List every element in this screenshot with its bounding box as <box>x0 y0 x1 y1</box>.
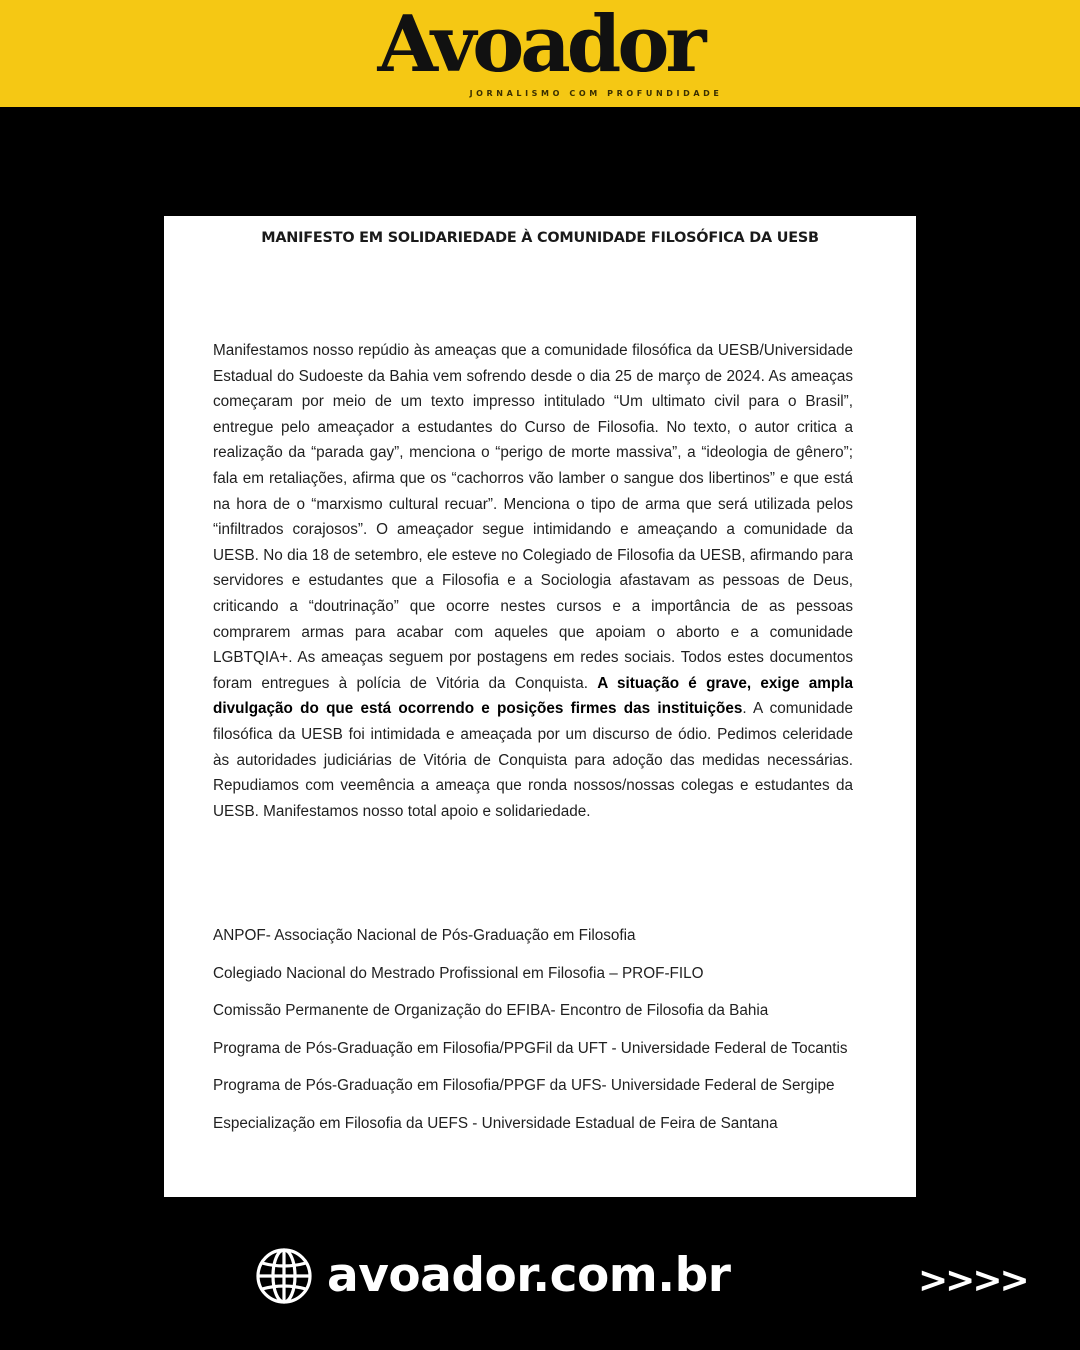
signatory-item: Programa de Pós-Graduação em Filosofia/PPGF da UFS- Universidade Federal de Sergipe <box>213 1077 835 1095</box>
document-body <box>213 338 853 824</box>
next-slide-indicator[interactable]: >>>> <box>918 1260 1027 1301</box>
signatory-item: ANPOF- Associação Nacional de Pós-Graduação em Filosofia <box>213 927 636 944</box>
signatories-list <box>213 923 858 1149</box>
body-text-bold: A situação é grave, exige ampla divulgação do que está ocorrendo e posições firmes das instituições <box>213 674 853 718</box>
body-text-part1: Manifestamos nosso repúdio às ameaças que a comunidade filosófica da UESB/Universidade Estadual do Sudoeste da Bahia vem sofrendo desde o dia 25 de março de 2024. As ameaças começaram por meio de um texto impresso intitulado “Um ultimato civil para o Brasil”, entregue pelo ameaçador a estudantes do Curso de Filosofia. No texto, o autor critica a realização da “parada gay”, menciona o “perigo de morte massiva”, a “ideologia de gênero”; fala em retaliações, afirma que os “cachorros vão lamber o sangue dos libertinos” e que está na hora de o “marxismo cultural recuar”. Menciona o tipo de arma que será utilizada pelos “infiltrados corajosos”. O ameaçador segue intimidando e ameaçando a comunidade da UESB. No dia 18 de setembro, ele esteve no Colegiado de Filosofia da UESB, afirmando para servidores e estudantes que a Filosofia e a Sociologia afastavam as pessoas de Deus, criticando a “doutrinação” que ocorre nestes cursos e a importância de as pessoas comprarem armas para acabar com aqueles que apoiam o aborto e a comunidade LGBTQIA+. As ameaças seguem por postagens em redes sociais. Todos estes documentos foram entregues à polícia de Vitória da Conquista. <box>213 342 853 692</box>
signatory-item: Comissão Permanente de Organização do EFIBA- Encontro de Filosofia da Bahia <box>213 1002 769 1020</box>
body-text-part2: . A comunidade filosófica da UESB foi intimidada e ameaçada por um discurso de ódio. Pedimos celeridade às autoridades judiciárias de Vitória de Conquista para adoção das medidas necessárias. Repudiamos com veemência a ameaça que ronda nossos/nossas colegas e estudantes da UESB. Manifestamos nosso total apoio e solidariedade. <box>213 700 853 820</box>
document-title: MANIFESTO EM SOLIDARIEDADE À COMUNIDADE FILOSÓFICA DA UESB <box>261 230 819 246</box>
website-link[interactable]: avoador.com.br <box>327 1248 731 1303</box>
signatory-item: Colegiado Nacional do Mestrado Profissional em Filosofia – PROF-FILO <box>213 964 704 982</box>
header-banner <box>0 0 1080 107</box>
logo-wordmark: Avoador <box>377 0 703 90</box>
manifesto-document <box>164 216 916 1197</box>
signatory-item: Especialização em Filosofia da UEFS - Universidade Estadual de Feira de Santana <box>213 1114 778 1132</box>
logo-tagline: JORNALISMO COM PROFUNDIDADE <box>469 89 723 98</box>
signatory-item: Programa de Pós-Graduação em Filosofia/PPGFil da UFT - Universidade Federal de Tocantis <box>213 1039 848 1057</box>
globe-icon <box>255 1247 313 1305</box>
